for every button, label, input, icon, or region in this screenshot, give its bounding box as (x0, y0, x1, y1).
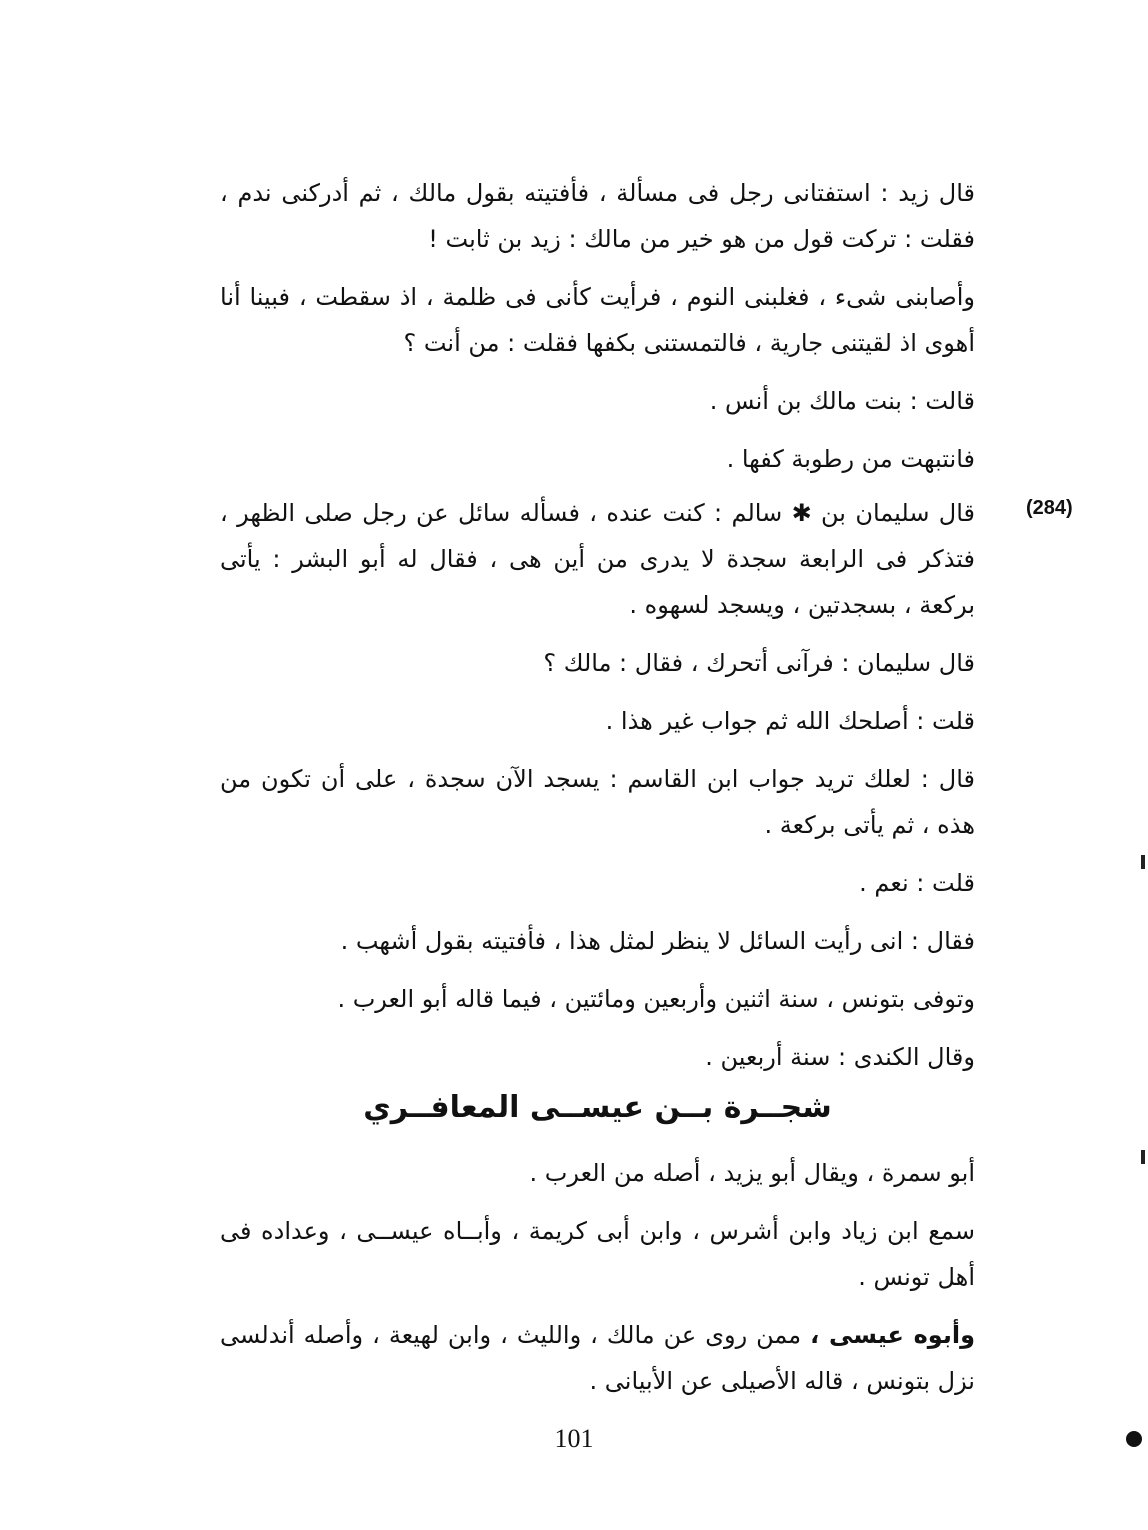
paragraph-ibn-qasim: قال : لعلك تريد جواب ابن القاسم : يسجد الآن سجدة ، على أن تكون من هذه ، ثم يأتى بركعة . (220, 765, 975, 839)
father-isa-text: ممن روى عن مالك ، والليث ، وابن لهيعة ، وأصله أندلسى نزل بتونس ، قاله الأصيلى عن الأبيانى . (220, 1321, 975, 1395)
paragraph-bint-malik: قالت : بنت مالك بن أنس . (709, 387, 975, 415)
paragraph-kindi: وقال الكندى : سنة أربعين . (705, 1043, 975, 1071)
text-block-entry (220, 490, 975, 1080)
paragraph-father-isa (220, 1312, 975, 1404)
paragraph-naam: قلت : نعم . (859, 869, 975, 897)
paragraph-abu-samra: أبو سمرة ، ويقال أبو يزيد ، أصله من العرب . (529, 1159, 975, 1187)
paragraph-death-tunis: وتوفى بتونس ، سنة اثنين وأربعين ومائتين ، فيما قاله أبو العرب . (337, 985, 975, 1013)
paragraph-aslahak: قلت : أصلحك الله ثم جواب غير هذا . (605, 707, 975, 735)
paragraph-teachers: سمع ابن زياد وابن أشرس ، وابن أبى كريمة ، وأبــاه عيســى ، وعداده فى أهل تونس . (220, 1217, 975, 1291)
paragraph-dream: وأصابنى شىء ، فغلبنى النوم ، فرأيت كأنى فى ظلمة ، اذ سقطت ، فبينا أنا أهوى اذ لقيتنى جارية ، فالتمستنى بكفها فقلت : من أنت ؟ (220, 283, 975, 357)
text-block-top (220, 170, 975, 482)
entry-number: (284) (1026, 497, 1073, 519)
page-number: 101 (554, 1424, 594, 1453)
margin-mark (1141, 855, 1145, 869)
star-icon: ✱ (791, 499, 812, 527)
text-block-bottom (220, 1150, 975, 1404)
paragraph-sulayman-moving: قال سليمان : فرآنى أتحرك ، فقال : مالك ؟ (543, 649, 975, 677)
bold-lead: وأبوه عيسى ، (810, 1321, 975, 1349)
paragraph-zaid-fatwa: قال زيد : استفتانى رجل فى مسألة ، فأفتيته بقول مالك ، ثم أدركنى ندم ، فقلت : تركت قول من هو خير من مالك : زيد بن ثابت ! (220, 179, 975, 253)
margin-dot (1126, 1431, 1142, 1447)
margin-mark (1141, 1150, 1145, 1164)
entry-rest-text: سالم : كنت عنده ، فسأله سائل عن رجل صلى الظهر ، فتذكر فى الرابعة سجدة لا يدرى من أين هى ، فقال له أبو البشر : يأتى بركعة ، بسجدتين ، ويسجد لسهوه . (220, 499, 975, 619)
entry-lead-text: قال سليمان بن (821, 499, 976, 527)
section-heading: شجــرة بــن عيســى المعافــري (363, 1090, 832, 1125)
paragraph-sulayman-question (220, 490, 975, 628)
paragraph-awoke: فانتبهت من رطوبة كفها . (726, 445, 975, 473)
paragraph-ashhab: فقال : انى رأيت السائل لا ينظر لمثل هذا ، فأفتيته بقول أشهب . (340, 927, 975, 955)
